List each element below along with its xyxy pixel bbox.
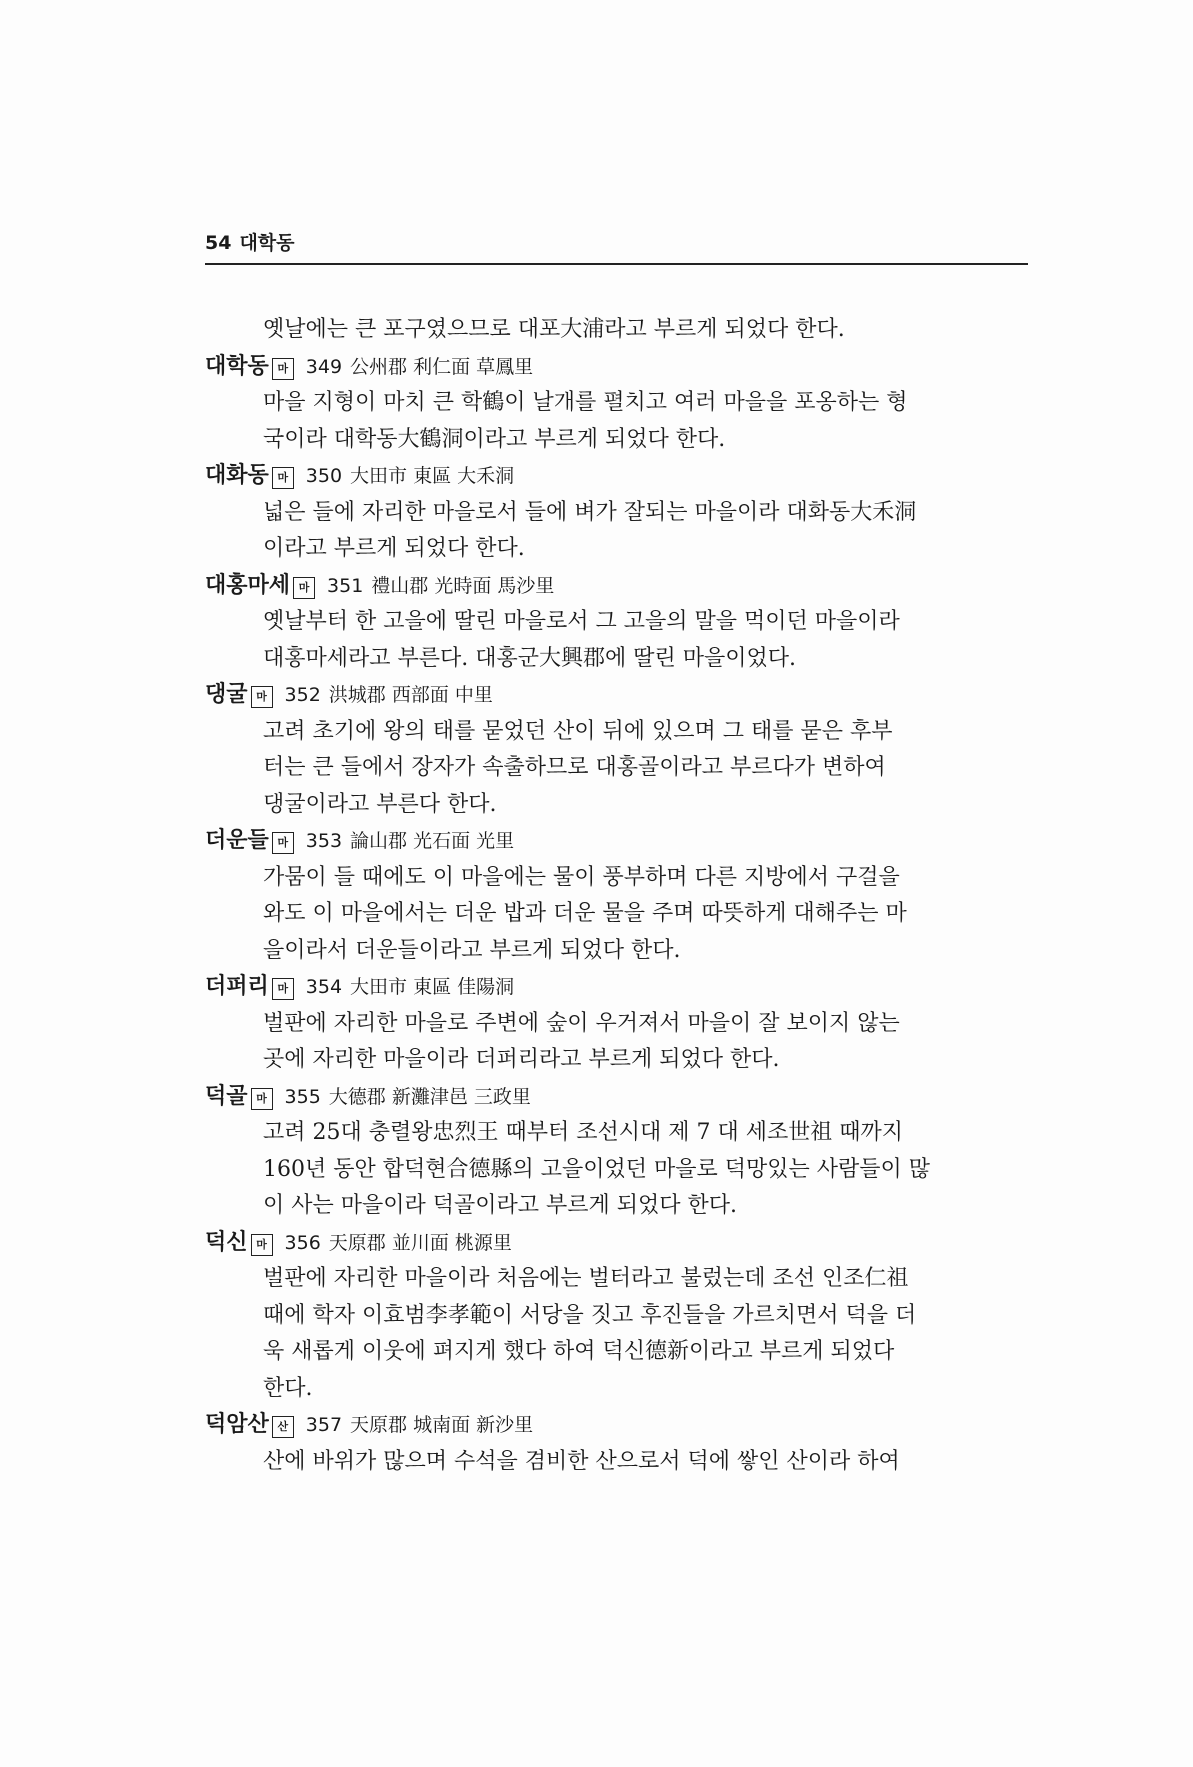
entry-line: 국이라 대학동大鶴洞이라고 부르게 되었다 한다. [263,426,726,452]
entry-body [263,1261,1028,1407]
entry-line: 고려 25대 충렬왕忠烈王 때부터 조선시대 제 7 대 세조世祖 때까지 [263,1120,903,1145]
entry-body [263,860,1028,970]
entry-name: 대학동 [205,353,269,379]
entry-line: 넓은 들에 자리한 마을로서 들에 벼가 잘되는 마을이라 대화동大禾洞 [263,499,917,525]
entry-type-badge: 산 [272,1416,294,1438]
entry-line: 마을 지형이 마치 큰 학鶴이 날개를 펼치고 여러 마을을 포옹하는 형 [263,390,908,415]
entry-location: 禮山郡 光時面 馬沙里 [371,574,555,597]
entry-type-badge: 마 [272,832,294,854]
entry-body [263,385,1028,458]
entry-type-badge: 마 [251,1088,273,1110]
entry-list [205,312,1028,1480]
entry-heading [205,458,1028,495]
entry-line: 벌판에 자리한 마을이라 처음에는 벌터라고 불렀는데 조선 인조仁祖 [263,1266,909,1291]
entry-line: 이라고 부르게 되었다 한다. [263,536,525,561]
entry-name: 더운들 [205,828,269,853]
entry-number: 357 [305,1414,343,1436]
entry-name: 덕암산 [205,1412,269,1437]
entry-heading [205,823,1028,860]
entry-heading [205,677,1028,714]
page-number: 54 [205,232,232,254]
entry-type-badge: 마 [272,358,294,380]
entry-heading [205,969,1028,1006]
entry-line: 와도 이 마을에서는 더운 밥과 더운 물을 주며 따뜻하게 대해주는 마 [263,901,907,926]
entry-type-badge: 마 [251,1234,273,1256]
entry-heading [205,349,1028,386]
entry-line: 한다. [263,1375,313,1401]
entry-line: 옛날부터 한 고을에 딸린 마을로서 그 고을의 말을 먹이던 마을이라 [263,609,900,634]
running-header [205,228,1028,265]
entry-location: 大田市 東區 大禾洞 [350,465,515,487]
entry-location: 洪城郡 西部面 中里 [328,684,493,706]
entry-name: 덕골 [205,1083,248,1109]
entry-number: 352 [284,684,321,706]
entry-location: 論山郡 光石面 光里 [350,830,515,852]
entry-location: 天原郡 並川面 桃源里 [328,1231,512,1254]
entry-name: 덕신 [205,1229,248,1255]
entry-number: 355 [284,1085,321,1108]
entry-name: 댕굴 [205,682,248,707]
continued-text: 옛날에는 큰 포구였으므로 대포大浦라고 부르게 되었다 한다. [263,317,845,342]
entry-number: 351 [327,574,364,597]
entry-body [263,1115,1028,1225]
entry-number: 353 [305,830,343,852]
entry-location: 公州郡 利仁面 草鳳里 [350,355,534,378]
entry-name: 대화동 [205,463,269,488]
entry-body [263,495,1028,568]
running-title: 대학동 [239,232,295,254]
entry-location: 大德郡 新灘津邑 三政里 [328,1085,531,1108]
entry-type-badge: 마 [251,686,273,708]
entry-line: 고려 초기에 왕의 태를 묻었던 산이 뒤에 있으며 그 태를 묻은 후부 [263,718,893,744]
entry-type-badge: 마 [293,577,315,599]
entry-line: 산에 바위가 많으며 수석을 겸비한 산으로서 덕에 쌓인 산이라 하여 [263,1448,900,1474]
entry-line: 대홍마세라고 부른다. 대홍군大興郡에 딸린 마을이었다. [263,645,797,671]
entry-number: 350 [305,465,343,487]
entry-name: 더퍼리 [205,974,269,999]
entry-number: 349 [305,355,343,378]
entry-type-badge: 마 [272,467,294,489]
entry-line: 벌판에 자리한 마을로 주변에 숲이 우거져서 마을이 잘 보이지 않는 [263,1010,900,1036]
entry-type-badge: 마 [272,978,294,1000]
entry-line: 욱 새롭게 이웃에 펴지게 했다 하여 덕신德新이라고 부르게 되었다 [263,1339,895,1364]
entry-number: 354 [305,976,343,998]
entry-location: 天原郡 城南面 新沙里 [350,1414,534,1436]
entry-line: 을이라서 더운들이라고 부르게 되었다 한다. [263,937,681,963]
entry-body [263,604,1028,677]
entry-body [263,714,1028,824]
entry-heading [205,1225,1028,1262]
entry-line: 이 사는 마을이라 덕골이라고 부르게 되었다 한다. [263,1193,737,1218]
entry-heading [205,1407,1028,1444]
entry-body [263,1006,1028,1079]
entry-heading [205,568,1028,605]
entry-number: 356 [284,1231,321,1254]
entry-line: 때에 학자 이효범李孝範이 서당을 짓고 후진들을 가르치면서 덕을 더 [263,1302,917,1328]
entry-line: 160년 동안 합덕현合德縣의 고을이었던 마을로 덕망있는 사람들이 많 [263,1156,930,1182]
entry-location: 大田市 東區 佳陽洞 [350,976,515,998]
entry-heading [205,1079,1028,1116]
entry-line: 곳에 자리한 마을이라 더퍼리라고 부르게 되었다 한다. [263,1047,780,1072]
entry-line: 가뭄이 들 때에도 이 마을에는 물이 풍부하며 다른 지방에서 구걸을 [263,864,900,890]
entry-line: 댕굴이라고 부른다 한다. [263,791,497,817]
entry-name: 대홍마세 [205,572,291,598]
entry-body [263,1444,1028,1481]
entry-line: 터는 큰 들에서 장자가 속출하므로 대홍골이라고 부르다가 변하여 [263,755,886,780]
